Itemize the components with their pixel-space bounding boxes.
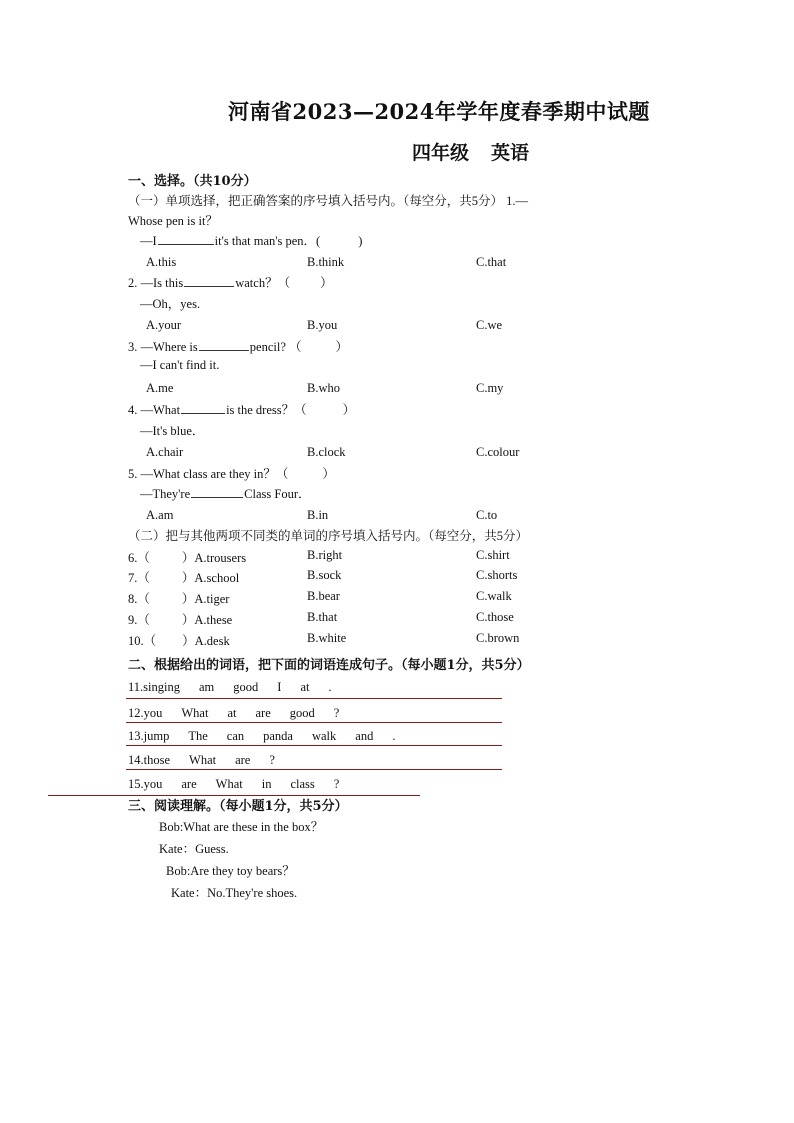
q3-option-a: A.me	[146, 381, 174, 395]
classify-option-a: ）A.tiger	[181, 592, 230, 606]
word-token: What	[215, 777, 243, 791]
q2-blank[interactable]	[184, 275, 234, 287]
word-token: The	[188, 729, 208, 743]
q1-option-c: C.that	[476, 255, 507, 269]
section3-heading: 三、阅读理解。（每小题1分，共5分）	[128, 799, 348, 814]
q5-post: Class Four．	[244, 487, 311, 501]
classify-option-b: B.that	[307, 610, 338, 624]
dialogue-line: Bob:Are they toy bears？	[166, 864, 295, 878]
classify-option-a: ）A.trousers	[181, 551, 247, 565]
word-token: in	[261, 777, 272, 791]
q1-blank[interactable]	[158, 233, 214, 245]
classify-option-b: B.bear	[307, 589, 340, 603]
q3-pre: 3. —Where is	[128, 340, 198, 354]
word-token: .	[392, 729, 396, 743]
word-token: What	[181, 706, 209, 720]
word-order-row	[128, 753, 294, 768]
classify-number: 9.（	[128, 613, 150, 627]
word-order-number: 14.	[128, 753, 144, 767]
q4-question	[128, 400, 355, 418]
word-token: class	[290, 777, 315, 791]
section2-heading: 二、根据给出的词语，把下面的词语连成句子。（每小题1分，共5分）	[128, 658, 530, 673]
classify-option-c: C.walk	[476, 589, 512, 603]
q4-option-a: A.chair	[146, 445, 184, 459]
word-token: I	[277, 680, 282, 694]
classify-row	[128, 568, 239, 586]
q1-option-b: B.think	[307, 255, 345, 269]
classify-number: 7.（	[128, 571, 150, 585]
q5-option-a: A.am	[146, 508, 174, 522]
word-token: What	[189, 753, 217, 767]
word-token: .	[328, 680, 332, 694]
word-token: are	[235, 753, 251, 767]
classify-option-b: B.right	[307, 548, 343, 562]
q5-option-c: C.to	[476, 508, 498, 522]
q2-pre: 2. —Is this	[128, 276, 184, 290]
q4-answer: —It's blue．	[140, 424, 205, 438]
q2-question	[128, 273, 333, 291]
word-token: can	[226, 729, 245, 743]
part2-instruction: （二）把与其他两项不同类的单词的序号填入括号内。（每空分，共5分）	[128, 529, 529, 543]
word-token: am	[198, 680, 215, 694]
answer-line-13	[126, 745, 502, 746]
page-title: 河南省2023—2024年学年度春季期中试题	[228, 99, 650, 124]
q5-pre: —They're	[140, 487, 191, 501]
q3-option-b: B.who	[307, 381, 340, 395]
classify-option-c: C.brown	[476, 631, 520, 645]
word-token: panda	[263, 729, 293, 743]
q1-end: )	[358, 234, 363, 248]
word-token: at	[227, 706, 237, 720]
classify-row	[128, 589, 229, 607]
word-order-number: 12.	[128, 706, 144, 720]
q5-question	[128, 464, 335, 482]
q1-post: it's that man's pen．(	[214, 234, 321, 248]
word-token: ?	[333, 777, 340, 791]
answer-line-11	[126, 698, 502, 699]
word-order-row	[128, 777, 358, 792]
classify-number: 8.（	[128, 592, 150, 606]
grade-label: 四年级	[412, 142, 470, 164]
dialogue-line: Bob:What are these in the box？	[159, 820, 324, 834]
part1-instruction: （一）单项选择，把正确答案的序号填入括号内。（每空分，共5分） 1.—	[128, 194, 529, 208]
section1-heading: 一、选择。（共10分）	[128, 174, 257, 189]
q5-blank[interactable]	[191, 486, 243, 498]
q4-option-b: B.clock	[307, 445, 346, 459]
q2-answer: —Oh，yes.	[140, 297, 201, 311]
q5-end: ）	[322, 467, 335, 481]
word-order-number: 11.	[128, 680, 144, 694]
word-order-row	[128, 706, 358, 721]
classify-option-c: C.shorts	[476, 568, 518, 582]
q3-question	[128, 337, 348, 355]
q1-pre: —I	[140, 234, 157, 248]
q3-end: ）	[335, 340, 349, 354]
classify-row	[128, 548, 246, 566]
page-subtitle	[412, 138, 529, 165]
word-token: and	[355, 729, 374, 743]
q5-line1: 5. —What class are they in？（	[128, 467, 289, 481]
classify-option-a: ）A.desk	[182, 634, 230, 648]
q1-answer-line	[140, 231, 362, 249]
word-token: are	[255, 706, 271, 720]
q2-option-c: C.we	[476, 318, 503, 332]
classify-option-a: ）A.these	[181, 613, 233, 627]
q1-question: Whose pen is it？	[128, 214, 218, 228]
q3-answer: —I can't find it.	[140, 358, 220, 372]
dialogue-line: Kate：No.They're shoes.	[171, 886, 298, 900]
classify-option-c: C.shirt	[476, 548, 510, 562]
word-token: singing	[143, 680, 180, 694]
word-order-row	[128, 680, 351, 695]
dialogue-line: Kate：Guess.	[159, 842, 229, 856]
word-order-row	[128, 729, 414, 744]
word-token: jump	[143, 729, 170, 743]
subject-label: 英语	[491, 142, 530, 164]
q5-sentence	[140, 484, 310, 502]
answer-line-12	[126, 722, 502, 723]
word-token: those	[143, 753, 171, 767]
q2-option-a: A.your	[146, 318, 182, 332]
q4-end: ）	[342, 403, 356, 417]
q1-option-a: A.this	[146, 255, 177, 269]
q3-post: pencil? （	[249, 340, 302, 354]
word-order-number: 13.	[128, 729, 144, 743]
classify-number: 10.（	[128, 634, 157, 648]
word-token: ?	[333, 706, 340, 720]
word-token: are	[181, 777, 197, 791]
q4-post: is the dress？（	[226, 403, 307, 417]
q3-blank[interactable]	[199, 339, 249, 351]
classify-option-b: B.white	[307, 631, 347, 645]
classify-row	[128, 610, 232, 628]
q2-end: ）	[320, 276, 333, 290]
classify-option-b: B.sock	[307, 568, 342, 582]
q4-option-c: C.colour	[476, 445, 520, 459]
classify-row	[128, 631, 230, 649]
answer-line-14	[126, 769, 502, 770]
word-token: walk	[311, 729, 337, 743]
q4-blank[interactable]	[181, 402, 225, 414]
q2-option-b: B.you	[307, 318, 338, 332]
q5-option-b: B.in	[307, 508, 329, 522]
word-order-number: 15.	[128, 777, 144, 791]
word-token: ?	[269, 753, 275, 767]
word-token: good	[289, 706, 315, 720]
q4-pre: 4. —What	[128, 403, 181, 417]
classify-option-a: ）A.school	[181, 571, 240, 585]
word-token: you	[143, 777, 163, 791]
word-token: good	[233, 680, 259, 694]
classify-option-c: C.those	[476, 610, 514, 624]
word-token: you	[143, 706, 163, 720]
q3-option-c: C.my	[476, 381, 504, 395]
q2-post: watch？（	[235, 276, 291, 290]
classify-number: 6.（	[128, 551, 150, 565]
word-token: at	[300, 680, 310, 694]
